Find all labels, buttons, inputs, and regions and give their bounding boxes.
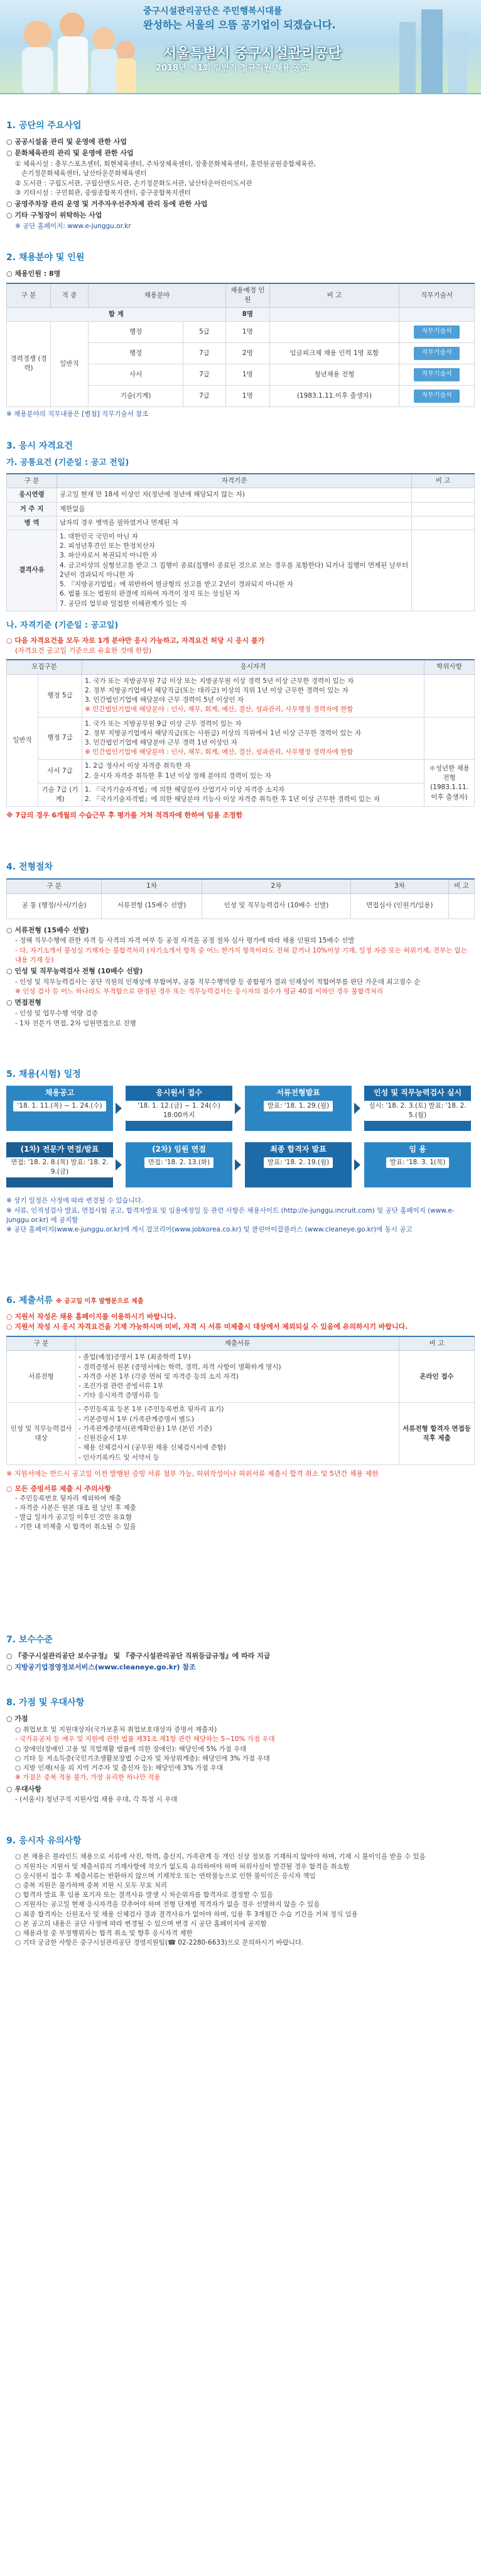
note-cell: (1983.1.11.이후 출생자) <box>269 385 399 407</box>
notice-item: ○ 응시원서 접수 후 제출서류는 반환하지 않으며 기재착오 또는 연락불능으로 인한 불이익은 응시자 책임 <box>15 1872 316 1880</box>
positions-footnote: ※ 채용분야의 직무내용은 [별첨] 직무기술서 참조 <box>6 410 149 418</box>
disqualification-item: 7. 공단의 업무와 밀접한 이해관계가 있는 자 <box>60 599 187 608</box>
process-table <box>6 878 475 919</box>
count-cell: 1명 <box>225 364 269 385</box>
grade-cell: 7급 <box>183 342 226 364</box>
documents-note: ○ 지원서 작성 시 응시 자격요건을 기재 가능하시며 미비, 자격 시 서류 미제출시 대상에서 제외되실 수 있음에 유의하시기 바랍니다. <box>6 1323 408 1331</box>
process-heading: ○ 서류전형 (15배수 선발) <box>6 925 89 934</box>
grade-cell: 행정 5급 <box>38 674 82 717</box>
youth-note: ＊성년한 채용전형 (1983.1.11. 이후 출생자) <box>424 760 475 807</box>
doc-item: - 기본증명서 1부 (가족관계증명서 별도) <box>78 1415 195 1423</box>
note-cell <box>269 321 399 342</box>
total-label: 합 계 <box>7 307 226 321</box>
col-header: 비 고 <box>448 879 474 893</box>
col-header: 구 분 <box>7 283 51 307</box>
col-header: 구 분 <box>7 879 102 893</box>
schedule-step <box>6 1086 113 1131</box>
bonus-item: ○ 기타 등 저소득층(국민기초생활보장법 수급자 및 차상위계층): 해당인에 3% 가점 우대 <box>15 1754 270 1762</box>
qual-item: 2. 『국가기술자격법』에 의한 해당분야 기능사 이상 자격증 취득한 후 1년 이상 근무한 경력이 있는 자 <box>85 795 380 804</box>
notice-item: ○ 기타 궁금한 사항은 중구시설관리공단 경영지원팀(☎ 02-2280-6633)으로 문의하시기 바랍니다. <box>15 1939 304 1947</box>
schedule-step <box>245 1142 352 1187</box>
doc-item: - 조건가점 관련 증빙서류 1부 <box>78 1382 164 1390</box>
count-cell: 1명 <box>225 385 269 407</box>
schedule-step <box>364 1142 471 1187</box>
documents-caution: - 발급 일자가 공고일 이후인 것만 유효함 <box>15 1514 132 1522</box>
grade-cell: 사서 7급 <box>38 760 82 783</box>
family-illustration <box>0 0 144 94</box>
grade-cell: 기술 7급 (기계) <box>38 783 82 806</box>
business-detail: ③ 기타시설 : 구민회관, 중림종합복지센터, 중구종합복지센터 <box>15 188 191 197</box>
notice-item: ○ 지원자는 지원서 및 제출서류의 기재사항에 착오가 없도록 유의하여야 하며 허위사실이 발견될 경우 합격을 취소함 <box>15 1862 350 1870</box>
req-label: 거 주 지 <box>7 502 57 516</box>
col-header: 직무기술서 <box>399 283 475 307</box>
schedule-step <box>126 1142 232 1187</box>
notice-item: ○ 최종 합격자는 신원조사 및 채용 신체검사 결과 결격사유가 없어야 하며, 임용 후 3개월간 수습 기간을 거쳐 정식 임용 <box>15 1910 358 1918</box>
qual-item: 2. 정부 지방공기업에서 해당직급(또는 사원급) 이상의 직위에서 1년 이상 근무한 경력이 있는 자 <box>85 729 362 737</box>
col-header: 직 종 <box>51 283 89 307</box>
arrow-right-icon <box>116 1103 122 1114</box>
section-title-note: ※ 공고일 이후 발행분으로 제출 <box>55 1298 144 1305</box>
disqualification-item: 1. 대한민국 국민이 아닌 자 <box>60 533 138 541</box>
grade-cell: 행정 7급 <box>38 717 82 760</box>
field-cell: 기술(기계) <box>89 385 183 407</box>
doc-item: - 신원진술서 1부 <box>78 1434 128 1443</box>
section-title-text: 6. 제출서류 <box>6 1296 53 1306</box>
doc-item: - 자격증 사본 1부 (각종 면허 및 자격증 등의 소지 자격) <box>78 1372 239 1380</box>
notice-item: ○ 합격자 발표 후 임용 포기자 또는 결격사유 발생 시 차순위자를 합격자로 결정할 수 있음 <box>15 1891 273 1899</box>
count-cell: 2명 <box>225 342 269 364</box>
arrow-right-icon <box>235 1103 241 1114</box>
arrow-right-icon <box>354 1159 360 1171</box>
doc-item: - 기타 응시자격 증명서류 등 <box>78 1392 159 1400</box>
col-header: 구 분 <box>7 474 57 488</box>
section-salary <box>6 1634 475 1674</box>
qualification-note: (자격요건 공고일 기준으로 유효한 것에 한함) <box>15 646 152 655</box>
col-header: 채용예정 인원 <box>225 283 269 307</box>
section-title: 4. 전형절차 <box>6 862 53 872</box>
note-cell: 임금피크제 채용 인력 1명 포함 <box>269 342 399 364</box>
common-requirements-table <box>6 473 475 611</box>
schedule-step-title: (1차) 전문가 면접/발표 <box>20 1145 99 1154</box>
schedule-step <box>245 1086 352 1131</box>
job-description-button[interactable]: 직무기술서 <box>414 390 459 403</box>
section-title: 2. 채용분야 및 인원 <box>6 253 85 263</box>
section-notice <box>6 1835 475 1948</box>
doc-item: - 채용 신체검사서 (공무원 채용 신체검사서에 준함) <box>78 1444 226 1452</box>
building-illustration <box>387 0 481 94</box>
col-header: 2차 <box>202 879 350 893</box>
schedule-step-date: 면접: '18. 2. 13.(화) <box>144 1157 213 1168</box>
process-cell <box>448 893 474 919</box>
section-title: 7. 보수수준 <box>6 1635 53 1645</box>
col-header: 1차 <box>102 879 202 893</box>
schedule-step-date: 발표: '18. 1. 29.(월) <box>264 1101 333 1111</box>
documents-table <box>6 1336 475 1465</box>
banner-title: 서울특별시 중구시설관리공단 <box>163 46 342 62</box>
col-header: 학위사항 <box>424 660 475 674</box>
qualification-title: 나. 자격기준 (기준일 : 공고일) <box>6 620 119 630</box>
col-header: 응시자격 <box>82 660 424 674</box>
process-cell: 공 통 (행정/사서/기술) <box>7 893 102 919</box>
grade-cell: 7급 <box>183 364 226 385</box>
documents-note: ○ 지원서 작성은 채용 홈페이지를 이용하시기 바랍니다. <box>6 1313 176 1321</box>
schedule-step-date: 발표: '18. 3. 1(목) <box>386 1157 449 1168</box>
process-detail: - 인성 및 직무능력검사는 공단 직원의 인재상에 부합여부, 공통 직무수행역량 등 종합평가 결과 인재상이 적합여부를 판단 가운데 최고점수 순 <box>15 978 421 986</box>
homepage-note[interactable]: ※ 공단 홈페이지: www.e-junggu.or.kr <box>15 222 131 230</box>
doc-item: - 가족관계증명서(관계확인용) 1부 (본인 기준) <box>78 1424 212 1433</box>
process-detail: - 인성 및 업무수행 역량 검증 <box>15 1010 99 1018</box>
process-detail: - 다, 자기소개서 불성실 기재자는 불합격처리 (자기소개서 항목 중 어느 한가지 항목이라도 전혀 같거나 10%이상 기재, 일정 자증 또는 허위기재, 전부는 없는 내용 기재 등) <box>15 946 467 964</box>
schedule-step-date: '18. 1. 11.(목) ~ 1. 24.(수) <box>13 1101 105 1111</box>
doc-note: 서류전형 합격자 면접등 직후 제출 <box>399 1403 475 1465</box>
job-cell: 일반직 <box>51 321 89 407</box>
schedule-step <box>364 1086 471 1131</box>
section-bonus <box>6 1696 475 1805</box>
bonus-item: ○ 가점 <box>6 1715 28 1723</box>
req-label: 결격사유 <box>7 530 57 611</box>
section-title: 8. 가점 및 우대사항 <box>6 1698 85 1708</box>
documents-caution-title: ○ 모든 증빙서류 제출 시 주의사항 <box>6 1484 111 1493</box>
salary-link[interactable]: ○ 지방공기업경영정보서비스(www.cleaneye.go.kr) 참조 <box>6 1663 196 1672</box>
bonus-item: - 국가유공자 등 예우 및 지원에 관한 법률 제31조 제1항 관련 해당하는 5~10% 가점 우대 <box>15 1735 275 1744</box>
doc-stage: 인성 및 직무능력검사대상 <box>7 1403 76 1465</box>
disqualification-item: 3. 파산자로서 복권되지 아니한 자 <box>60 552 158 560</box>
notice-item: ○ 중복 지원은 불가하며 중복 지원 시 모두 무효 처리 <box>15 1881 168 1889</box>
col-header: 3차 <box>351 879 449 893</box>
process-detail: - 정해 직무수행에 관한 자격 등 사격의 자격 여부 등 공정 자격을 공정 절차 심사 평가에 따라 채용 인원의 15배수 선발 <box>15 937 355 945</box>
notice-item: ○ 지원자는 공고일 현재 응시자격을 갖추어야 하며 전형 단계별 적격자가 없을 경우 선발하지 않을 수 있음 <box>15 1901 320 1909</box>
section-title: 5. 채용(시험) 일정 <box>6 1069 81 1079</box>
documents-caution: - 자격증 사본은 원본 대조 필 날인 후 제출 <box>15 1504 136 1512</box>
business-item: ○ 공공시설을 관리 및 운영에 관한 사업 <box>6 138 127 146</box>
schedule-note: ※ 상기 일정은 사정에 따라 변경될 수 있습니다. <box>6 1197 144 1205</box>
schedule-step-title: 인성 및 직무능력검사 실시 <box>373 1088 462 1098</box>
schedule-step-title: 최종 합격자 발표 <box>270 1145 327 1154</box>
category-cell: 경력경쟁 (경력) <box>7 321 51 407</box>
field-cell: 사서 <box>89 364 183 385</box>
field-cell: 행정 <box>89 321 183 342</box>
bonus-item: ○ 지방 인재(서울 외 지역 거주자 및 출신자 등): 해당인에 3% 가점 우대 <box>15 1764 224 1772</box>
schedule-note: ※ 공단 홈페이지(www.e-junggu.or.kr)에 게시 잡코리아(www.jobkorea.co.kr) 및 클린아이잡플러스 (www.cleaneye.go.kr)에 동시 공고 <box>6 1225 413 1233</box>
section-schedule <box>6 1068 475 1257</box>
doc-note: 온라인 접수 <box>399 1351 475 1403</box>
disqualification-item: 5. 『지방공기업법』에 위반하여 벌금형의 선고를 받고 2년이 경과되지 아니한 자 <box>60 581 294 589</box>
col-header: 채용분야 <box>89 283 226 307</box>
business-item: ○ 문화체육관의 관리 및 운영에 관한 사업 <box>6 149 134 158</box>
qual-item: 3. 민간법인기업에 해당분야 근무 경력이 5년 이상인 자 <box>85 696 244 704</box>
col-header: 비 고 <box>399 1336 475 1351</box>
section-title: 1. 공단의 주요사업 <box>6 121 82 131</box>
banner-subtitle: 2018년 제1회 일반직 정규직원 채용 공고 <box>156 63 309 73</box>
notice-item: ○ 본 공고의 내용은 공단 사정에 따라 변경될 수 있으며 변경 시 공단 홈페이지에 공지함 <box>15 1919 267 1928</box>
header-banner <box>0 0 481 94</box>
process-cell: 면접심사 (인원기/임용) <box>351 893 449 919</box>
section-business <box>6 119 475 231</box>
note-cell: 청년채용 전형 <box>269 364 399 385</box>
qual-item: 2. 정부 지방공기업에서 해당직급(또는 대리급) 이상의 직위 1년 이상 근무한 경력이 있는 자 <box>85 686 349 694</box>
count-cell: 1명 <box>225 321 269 342</box>
process-heading: ○ 인성 및 직무능력검사 전형 (10배수 선발) <box>6 967 143 976</box>
schedule-step-date: 실시: '18. 2. 3.(토) 발표: '18. 2. 5.(월) <box>364 1101 471 1121</box>
section-qualifications <box>6 440 475 821</box>
req-label: 응시연령 <box>7 488 57 502</box>
doc-item: - 주민등록표 등본 1부 (주민등록번호 뒷자리 표기) <box>78 1405 224 1414</box>
bonus-item: ○ 취업보호 및 지원대상자(국가보훈처 취업보호대상자 증명서 제출자) <box>15 1726 217 1734</box>
banner-corp-text: 중구시설관리공단은 주민행복시대를 <box>143 6 283 16</box>
salary-item: ○ 『중구시설관리공단 보수규정』 및 『중구시설관리공단 직위등급규정』에 따라 지급 <box>6 1652 271 1661</box>
qual-item: 2. 응시자 자격증 취득한 후 1년 이상 정해 분야의 경력이 있는 자 <box>85 772 271 780</box>
field-cell: 행정 <box>89 342 183 364</box>
common-requirements-title: 가. 공통요건 (기준일 : 공고 전일) <box>6 458 129 468</box>
req-value: 남자의 경우 병역을 필하였거나 면제된 자 <box>57 516 412 530</box>
disqualification-item: 4. 금고이상의 실형선고를 받고 그 집행이 종료(집행이 종료된 것으로 보는 경우를 포함한다) 되거나 집행이 면제된 날부터 2년이 경과되지 아니한 자 <box>60 561 409 579</box>
section-process <box>6 861 475 1029</box>
job-description-button[interactable]: 직무기술서 <box>414 368 459 381</box>
schedule-step-title: 채용공고 <box>45 1088 75 1098</box>
job-description-button[interactable]: 직무기술서 <box>414 347 459 360</box>
qualification-note: ○ 다음 자격요건을 모두 자로 1개 분야만 응시 가능하고, 자격요건 허당 시 응시 불가 <box>6 636 265 645</box>
business-item: ○ 기타 구청장이 위탁하는 사업 <box>6 210 102 219</box>
schedule-step-title: 서류전형발표 <box>276 1088 320 1098</box>
business-detail: 손기정문화체육센터, 남산타운문화체육센터 <box>15 170 147 178</box>
schedule-step <box>126 1086 232 1131</box>
req-value: 공고일 현재 만 18세 이상인 자(정년에 정년에 해당되지 않는 자) <box>57 488 412 502</box>
qual-item: 1. 『국가기술자격법』에 의한 해당분야 산업기사 이상 자격증 소지자 <box>85 785 285 794</box>
section-title: 3. 응시 자격요건 <box>6 441 73 451</box>
req-value: 제한없음 <box>57 502 412 516</box>
arrow-right-icon <box>354 1103 360 1114</box>
process-cell: 인성 및 직무능력검사 (10배수 선발) <box>202 893 350 919</box>
qual-item: 1. 2급 정사서 이상 자격증 취득한 자 <box>85 762 191 770</box>
probation-note: ※ 7급의 경우 6개월의 수습근무 후 평가를 거쳐 적격자에 한하여 임용 조정함 <box>6 811 243 820</box>
notice-item: ○ 채용과정 중 부정행위자는 합격 취소 및 향후 응시자격 제한 <box>15 1929 193 1938</box>
schedule-note: ※ 서류, 인적성검사 발표, 면접시험 공고, 합격자발표 및 임용예정일 등 관련 사항은 채용사이트 (http://e-junggu.incruit.com) 및 공단 홈페이지 (www.e-junggu.or.kr) 에 공지함 <box>6 1206 455 1224</box>
documents-caution: - 주민등록번호 뒷자리 제외하여 제출 <box>15 1494 122 1502</box>
doc-item: - 경력증명서 원본 (증명서에는 학력, 경력, 자격 사항이 명확하게 명시) <box>78 1363 281 1371</box>
doc-item: - 졸업(예정)증명서 1부 (최종학력 1부) <box>78 1353 191 1362</box>
business-detail: ② 도서관 : 구립도서관, 구립산엔도서관, 손기정문화도서관, 남산타운어린이도서관 <box>15 179 252 187</box>
qual-item: 1. 국가 또는 지방공무원 7급 이상 또는 지방공무원 이상 경력 5년 이상 근무한 경력이 있는 자 <box>85 677 354 685</box>
bonus-item: - (서울시) 청년구직 지원사업 채용 우대, 각 특정 시 우대 <box>15 1796 178 1804</box>
process-cell: 서류전형 (15배수 선발) <box>102 893 202 919</box>
qual-note: ※ 민간법인기업에 해당분야 : 인사, 재무, 회계, 예산, 결산, 성과관리, 사무행정 경력자에 한함 <box>85 706 354 714</box>
bonus-item: ○ 장애인(장애인 고용 및 직업재활 법률에 의한 장애인): 해당인에 5% 가점 우대 <box>15 1745 247 1753</box>
schedule-flow <box>6 1086 475 1192</box>
section-title <box>6 1294 475 1307</box>
qual-note: ※ 민간법인기업에 해당분야 : 인사, 재무, 회계, 예산, 결산, 성과관리, 사무행정 경력자에 한함 <box>85 748 354 756</box>
qual-item: 3. 민간법인기업에 해당분야 근무 경력 1년 이상인 자 <box>85 739 237 747</box>
schedule-step-title: 응시원서 접수 <box>156 1088 202 1098</box>
banner-slogan: 완성하는 서울의 으뜸 공기업이 되겠습니다. <box>143 19 336 31</box>
process-heading: ○ 면접전형 <box>6 998 41 1007</box>
col-header: 모집구분 <box>7 660 82 674</box>
hiring-count: ○ 채용인원 : 8명 <box>6 270 61 278</box>
bonus-item: ○ 우대사항 <box>6 1784 41 1793</box>
positions-table <box>6 283 475 407</box>
section-positions <box>6 251 475 419</box>
disqualification-item: 6. 법률 또는 법원의 판결에 의하여 자격이 정지 또는 상실된 자 <box>60 590 240 598</box>
doc-stage: 서류전형 <box>7 1351 76 1403</box>
col-header: 자격기준 <box>57 474 412 488</box>
schedule-step-date: 발표: '18. 2. 19.(월) <box>264 1157 333 1168</box>
notice-item: ○ 본 채용은 블라인드 채용으로 서류에 사진, 학력, 출신지, 가족관계 등 개인 신상 정보를 기재하지 않아야 하며, 기재 시 불이익을 받을 수 있음 <box>15 1853 426 1861</box>
col-header: 비 고 <box>269 283 399 307</box>
job-description-button[interactable]: 직무기술서 <box>414 325 459 339</box>
col-header: 제출서류 <box>76 1336 399 1351</box>
qualification-table <box>6 659 475 807</box>
arrow-right-icon <box>116 1159 122 1171</box>
business-item: ○ 공영주차장 관리 운영 및 거주자우선주차제 관리 등에 관한 사업 <box>6 200 208 209</box>
schedule-step <box>6 1142 113 1187</box>
schedule-step-date: '18. 1. 12.(금) ~ 1. 24(수) 18:00까지 <box>126 1101 232 1121</box>
section-documents <box>6 1294 475 1532</box>
documents-warning: ※ 지원서에는 반드시 공고일 이전 발행된 증빙 서류 첨부 가능, 허위작성이나 허위서류 제출시 합격 취소 및 5년간 채용 제한 <box>6 1469 379 1478</box>
schedule-step-title: (2차) 임원 면접 <box>152 1145 206 1154</box>
col-header: 구 분 <box>7 1336 76 1351</box>
disqualification-item: 2. 피성년후견인 또는 한정치산자 <box>60 542 155 550</box>
process-detail: ※ 인성 검사 등 어느 하나라도 부적합으로 판정된 경우 또는 직무능력검사는 응시자의 점수가 평균 40점 이하인 경우 불합격처리 <box>15 988 384 996</box>
documents-caution: - 기한 내 미제출 시 합격이 취소될 수 있음 <box>15 1523 136 1531</box>
process-detail: - 1차 전문가 면접, 2차 임원면접으로 진행 <box>15 1019 136 1027</box>
grade-cell: 5급 <box>183 321 226 342</box>
schedule-step-title: 임 용 <box>409 1145 426 1154</box>
schedule-step-date: 면접: '18. 2. 8.(목) 발표: '18. 2. 9.(금) <box>6 1157 113 1177</box>
req-label: 병 역 <box>7 516 57 530</box>
grade-cell: 7급 <box>183 385 226 407</box>
bonus-item: ※ 가점은 중복 적용 불가, 가장 유리한 하나만 적용 <box>15 1774 161 1782</box>
section-title: 9. 응시자 유의사항 <box>6 1836 82 1846</box>
qual-item: 1. 국가 또는 지방공무원 9급 이상 근무 경력이 있는 자 <box>85 719 242 728</box>
arrow-right-icon <box>235 1159 241 1171</box>
doc-item: - 인사기록카드 및 서약서 등 <box>78 1453 159 1461</box>
business-detail: ① 체육시설 : 충무스포츠센터, 회현체육센터, 주차장체육센터, 장충문화체육센터, 훈련원공원종합체육관, <box>15 160 316 168</box>
job-cell: 일반직 <box>7 674 38 807</box>
col-header: 비 고 <box>412 474 475 488</box>
total-count: 8명 <box>225 307 269 321</box>
